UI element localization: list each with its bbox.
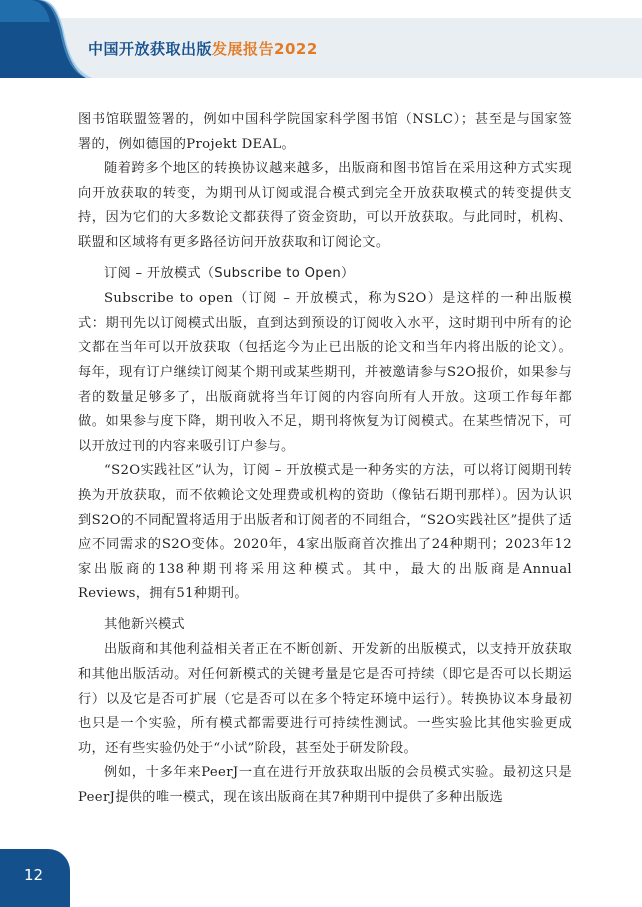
running-header-title — [88, 38, 318, 59]
header-title-part2: 发展报告2022 — [212, 40, 318, 58]
page-number-tab — [0, 849, 70, 907]
section-heading-other-models: 其他新兴模式 — [104, 616, 185, 632]
section-heading-s2o: 订阅 – 开放模式（Subscribe to Open） — [104, 265, 355, 281]
paragraph-1: 图书馆联盟签署的，例如中国科学院国家科学图书馆（NSLC）；甚至是与国家签署的，例如德国的Projekt DEAL。 — [78, 112, 572, 152]
paragraph-6: 例如，十多年来PeerJ一直在进行开放获取出版的会员模式实验。最初这只是PeerJ提供的唯一模式，现在该出版商在其7种期刊中提供了多种出版选 — [78, 765, 572, 806]
page-number: 12 — [24, 866, 44, 884]
paragraph-2: 随着跨多个地区的转换协议越来越多，出版商和图书馆旨在采用这种方式实现向开放获取的转变，为期刊从订阅或混合模式到完全开放获取模式的转变提供支持，因为它们的大多数论文都获得了资金资助，可以开放获取。与此同时，机构、联盟和区域将有更多路径访问开放获取和订阅论文。 — [78, 161, 572, 250]
paragraph-3: Subscribe to open（订阅 – 开放模式，称为S2O）是这样的一种出版模式：期刊先以订阅模式出版，直到达到预设的订阅收入水平，这时期刊中所有的论文都在当年可以开放获取（包括迄今为止已出版的论文和当年内将出版的论文）。每年，现有订户继续订阅某个期刊或某些期刊，并被邀请参与S2O报价，如果参与者的数量足够多了，出版商就将当年订阅的内容向所有人开放。这项工作每年都做。如果参与度下降，期刊收入不足，期刊将恢复为订阅模式。在某些情况下，可以开放过刊的内容来吸引订户参与。 — [78, 291, 572, 454]
paragraph-5: 出版商和其他利益相关者正在不断创新、开发新的出版模式，以支持开放获取和其他出版活动。对任何新模式的关键考量是它是否可持续（即它是否可以长期运行）以及它是否可扩展（它是否可以在多个特定环境中运行）。转换协议本身最初也只是一个实验，所有模式都需要进行可持续性测试。一些实验比其他实验更成功，还有些实验仍处于“小试”阶段，甚至处于研发阶段。 — [78, 642, 572, 756]
header-title-part1: 中国开放获取出版 — [88, 40, 213, 58]
paragraph-4: “S2O实践社区”认为，订阅 – 开放模式是一种务实的方法，可以将订阅期刊转换为开放获取，而不依赖论文处理费或机构的资助（像钻石期刊那样）。因为认识到S2O的不同配置将适用于出版者和订阅者的不同组合，“S2O实践社区”提供了适应不同需求的S2O变体。2020年，4家出版商首次推出了24种期刊；2023年12家出版商的138种期刊将采用这种模式。其中，最大的出版商是Annual Reviews，拥有51种期刊。 — [78, 463, 572, 602]
page-content — [78, 108, 572, 811]
